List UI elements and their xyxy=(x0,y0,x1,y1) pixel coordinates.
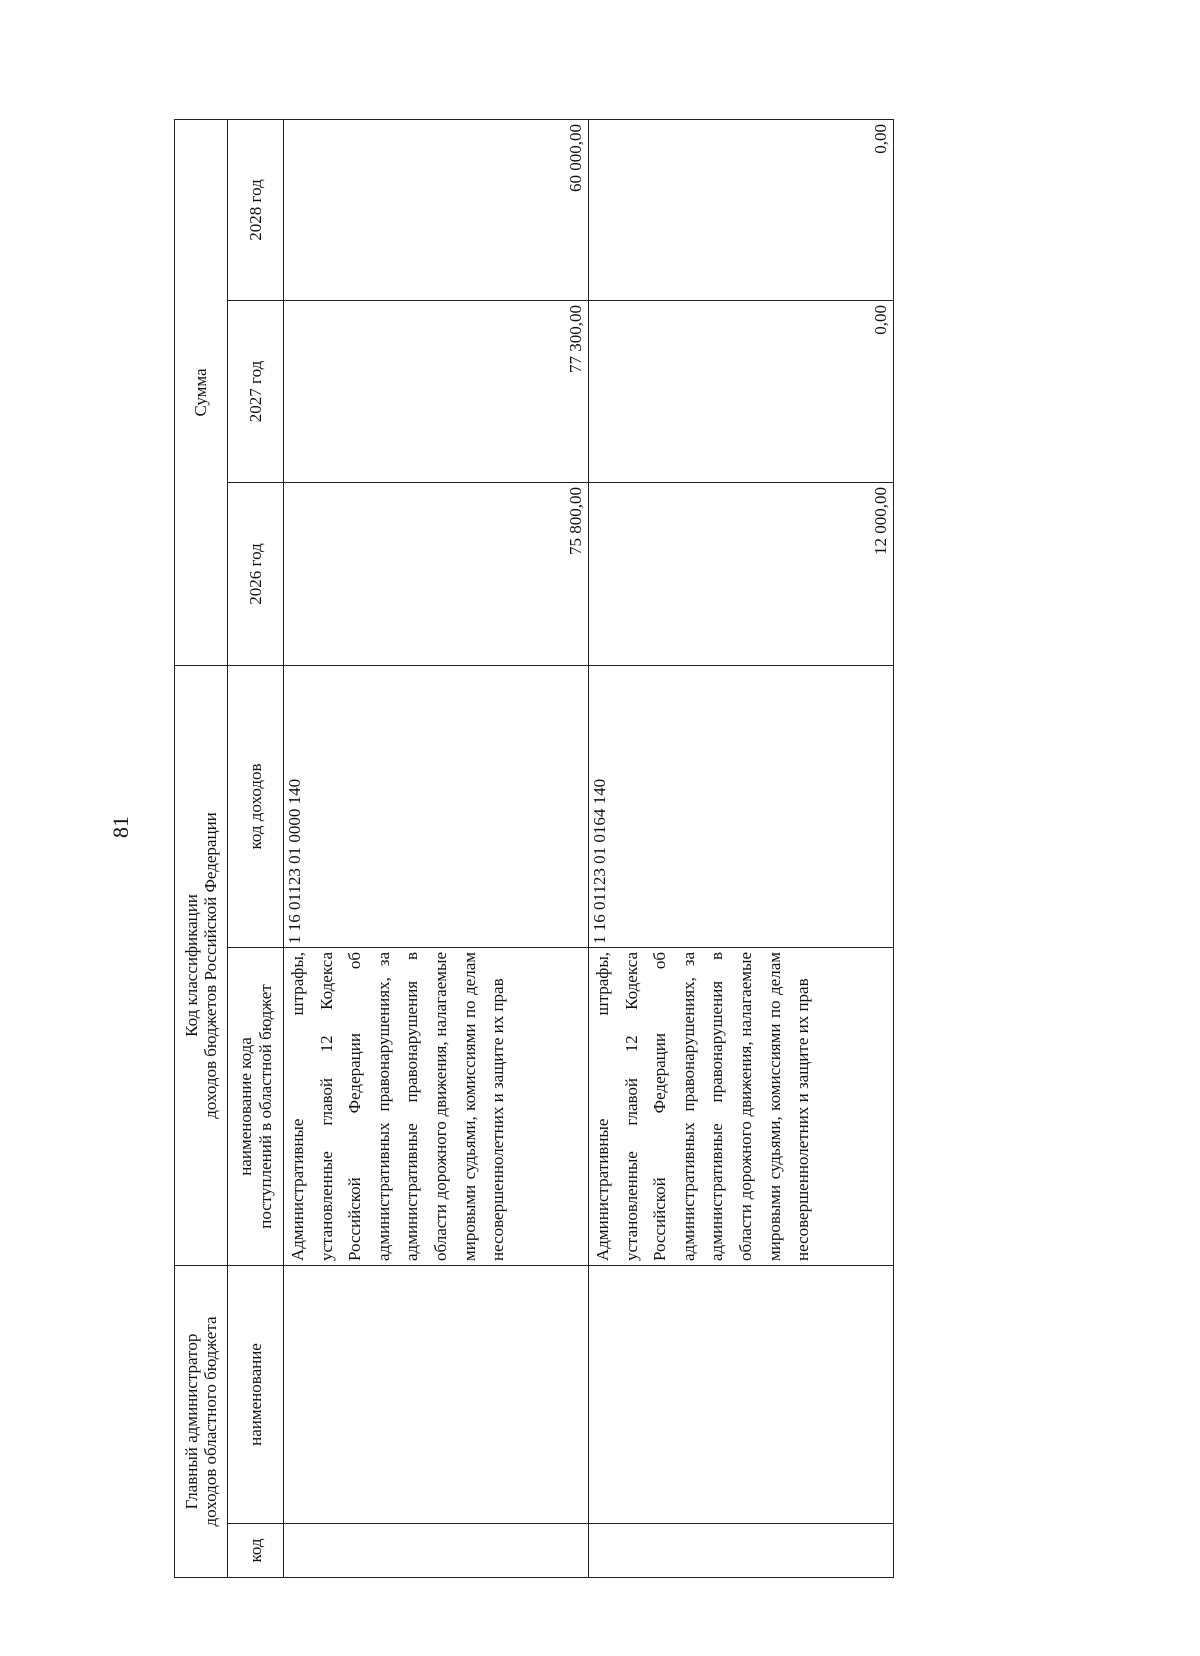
header-row-2 xyxy=(228,119,284,1577)
revenue-table xyxy=(174,119,894,1578)
income-description-cell: Административные штрафы, установленные главой 12 Кодекса Российской Федерации об административных правонарушениях, за административные правонарушения в области дорожного движения, налагаемые мировыми судьями, комиссиями по делам несовершеннолетних и защите их прав xyxy=(284,948,589,1266)
amount-2028-cell: 0,00 xyxy=(589,119,894,300)
amount-2027-cell: 77 300,00 xyxy=(284,300,589,482)
admin-code-header: код xyxy=(228,1524,284,1578)
year-2028-header: 2028 год xyxy=(228,119,284,300)
year-2027-header: 2027 год xyxy=(228,300,284,482)
admin-name-cell xyxy=(589,1266,894,1524)
page-number: 81 xyxy=(108,816,133,838)
admin-group-header: Главный администратор доходов областного бюджета xyxy=(175,1266,228,1578)
amount-2026-cell: 12 000,00 xyxy=(589,482,894,665)
sum-group-header: Сумма xyxy=(175,119,228,665)
income-description-cell: Административные штрафы, установленные главой 12 Кодекса Российской Федерации об административных правонарушениях, за административные правонарушения в области дорожного движения, налагаемые мировыми судьями, комиссиями по делам несовершеннолетних и защите их прав xyxy=(589,948,894,1266)
amount-2028-cell: 60 000,00 xyxy=(284,119,589,300)
admin-code-cell xyxy=(589,1524,894,1578)
income-code-cell: 1 16 01123 01 0164 140 xyxy=(589,665,894,947)
rotated-table-container xyxy=(174,120,894,1578)
income-code-cell: 1 16 01123 01 0000 140 xyxy=(284,665,589,947)
year-2026-header: 2026 год xyxy=(228,482,284,665)
header-row-1 xyxy=(175,119,228,1577)
income-name-header: наименование кода поступлений в областной бюджет xyxy=(228,948,284,1266)
amount-2026-cell: 75 800,00 xyxy=(284,482,589,665)
income-code-header: код доходов xyxy=(228,665,284,947)
classification-group-header: Код классификации доходов бюджетов Российской Федерации xyxy=(175,665,228,1265)
amount-2027-cell: 0,00 xyxy=(589,300,894,482)
admin-name-header: наименование xyxy=(228,1266,284,1524)
admin-code-cell xyxy=(284,1524,589,1578)
admin-name-cell xyxy=(284,1266,589,1524)
table-row xyxy=(589,119,894,1577)
table-row xyxy=(284,119,589,1577)
